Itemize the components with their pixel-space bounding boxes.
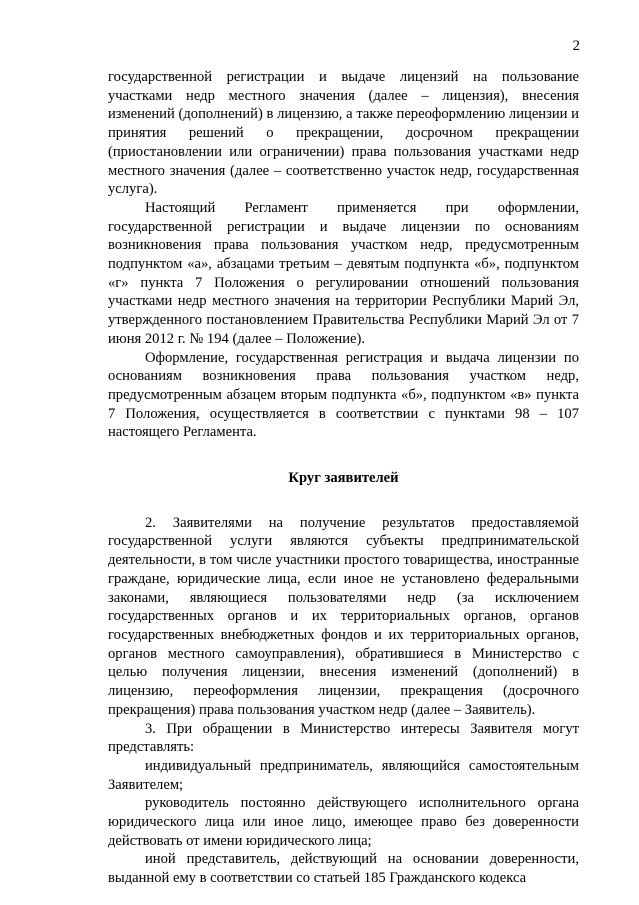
paragraph-licensing-scope: государственной регистрации и выдаче лицензий на пользование участками недр местного значения (далее – лицензия), внесения изменений (дополнений) в лицензию, а также переоформлению лицензии и принятия решений о прекращении, досрочном прекращении (приостановлении или ограничении) права пользования участками недр местного значения (далее – соответственно участок недр, государственная услуга).	[108, 69, 579, 198]
paragraph-applicants: 2. Заявителями на получение результатов предоставляемой государственной услуги являются субъекты предпринимательской деятельности, в том числе участники простого товарищества, иностранные граждане, юридические лица, если иное не установлено федеральными законами, являющиеся пользователями недр (за исключением государственных органов и их территориальных органов, органов государственных внебюджетных фондов и их территориальных органов, органов местного самоуправления), обратившиеся в Министерство с целью получения лицензии, внесения изменений (дополнений) в лицензию, переоформления лицензии, прекращения (досрочного прекращения) права пользования участком недр (далее – Заявитель).	[108, 514, 579, 718]
document-body	[108, 68, 579, 888]
list-item-entrepreneur: индивидуальный предприниматель, являющийся самостоятельным Заявителем;	[108, 757, 579, 793]
section-heading: Круг заявителей	[288, 470, 399, 487]
list-item-executive-head: руководитель постоянно действующего исполнительного органа юридического лица или иное лицо, имеющее право без доверенности действовать от имени юридического лица;	[108, 795, 579, 849]
paragraph-license-issuance: Оформление, государственная регистрация и выдача лицензии по основаниям возникновения права пользования участком недр, предусмотренным абзацем вторым подпункта «б», подпунктом «в» пункта 7 Положения, осуществляется в соответствии с пунктами 98 – 107 настоящего Регламента.	[108, 349, 579, 441]
page-number: 2	[572, 38, 580, 54]
paragraph-representation: 3. При обращении в Министерство интересы Заявителя могут представлять:	[108, 720, 579, 756]
list-item-authorized-representative: иной представитель, действующий на основании доверенности, выданной ему в соответствии со статьей 185 Гражданского кодекса	[108, 851, 579, 887]
paragraph-regulation-applies: Настоящий Регламент применяется при оформлении, государственной регистрации и выдаче лицензии по основаниям возникновения права пользования участком недр, предусмотренным подпунктом «а», абзацами третьим – девятым подпункта «б», подпунктом «г» пункта 7 Положения о регулировании отношений пользования участками недр местного значения на территории Республики Марий Эл, утвержденного постановлением Правительства Республики Марий Эл от 7 июня 2012 г. № 194 (далее – Положение).	[108, 199, 579, 347]
